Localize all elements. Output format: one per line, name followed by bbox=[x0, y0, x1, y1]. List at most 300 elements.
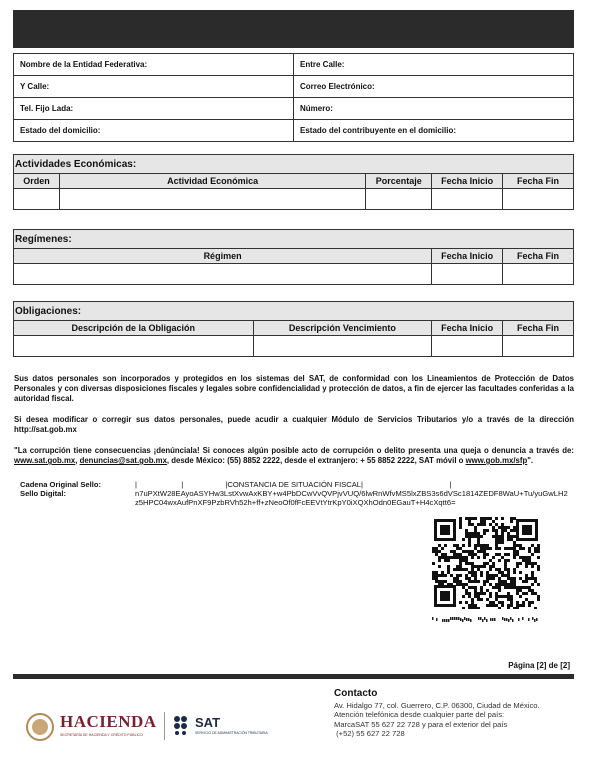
qr-module bbox=[531, 592, 534, 595]
qr-module bbox=[507, 532, 510, 535]
qr-module bbox=[480, 520, 483, 523]
qr-module bbox=[528, 556, 531, 559]
qr-module bbox=[486, 589, 489, 592]
qr-module bbox=[483, 556, 486, 559]
qr-module bbox=[438, 580, 441, 583]
link-sfp[interactable]: www.gob.mx/sfp bbox=[465, 456, 528, 465]
qr-module bbox=[435, 547, 438, 550]
qr-module bbox=[489, 559, 492, 562]
qr-module bbox=[444, 559, 447, 562]
qr-module bbox=[432, 550, 435, 553]
contacto-block bbox=[334, 688, 584, 739]
qr-code bbox=[432, 517, 540, 609]
caption-mark bbox=[528, 618, 530, 621]
qr-module bbox=[516, 565, 519, 568]
qr-module bbox=[477, 541, 480, 544]
qr-module bbox=[474, 604, 477, 607]
qr-module bbox=[486, 517, 489, 520]
qr-module bbox=[435, 550, 438, 553]
qr-module bbox=[498, 580, 501, 583]
qr-module bbox=[474, 607, 477, 609]
field-entidad: Nombre de la Entidad Federativa: bbox=[14, 54, 294, 76]
caption-mark bbox=[532, 617, 534, 620]
qr-module bbox=[477, 538, 480, 541]
contacto-line: Av. Hidalgo 77, col. Guerrero, C.P. 06300, Ciudad de México. bbox=[334, 701, 540, 710]
qr-module bbox=[447, 559, 450, 562]
qr-module bbox=[510, 538, 513, 541]
qr-module bbox=[489, 547, 492, 550]
sat-wordmark: SAT bbox=[195, 715, 221, 730]
qr-module bbox=[504, 586, 507, 589]
qr-module bbox=[513, 550, 516, 553]
qr-module bbox=[468, 562, 471, 565]
qr-module bbox=[534, 562, 537, 565]
corruption-paragraph bbox=[14, 446, 574, 466]
qr-module bbox=[474, 517, 477, 520]
qr-module bbox=[519, 589, 522, 592]
qr-module bbox=[495, 544, 498, 547]
qr-module bbox=[531, 553, 534, 556]
col-regimen: Régimen bbox=[14, 249, 432, 264]
qr-module bbox=[474, 526, 477, 529]
qr-module bbox=[471, 601, 474, 604]
qr-module bbox=[453, 556, 456, 559]
qr-module bbox=[447, 556, 450, 559]
col-actividad: Actividad Económica bbox=[59, 174, 365, 189]
actividades-table bbox=[13, 154, 574, 210]
qr-module bbox=[501, 517, 504, 520]
qr-module bbox=[465, 517, 468, 520]
qr-module bbox=[504, 547, 507, 550]
caption-mark bbox=[522, 617, 524, 620]
qr-module bbox=[498, 568, 501, 571]
qr-module bbox=[441, 574, 444, 577]
contacto-line: MarcaSAT 55 627 22 728 y para el exterior del país bbox=[334, 719, 508, 729]
qr-module bbox=[486, 604, 489, 607]
address-table bbox=[13, 53, 574, 142]
qr-module bbox=[477, 550, 480, 553]
qr-module bbox=[495, 532, 498, 535]
qr-module bbox=[492, 562, 495, 565]
qr-module bbox=[459, 520, 462, 523]
qr-module bbox=[465, 568, 468, 571]
qr-module bbox=[480, 574, 483, 577]
qr-module bbox=[471, 580, 474, 583]
qr-module bbox=[513, 556, 516, 559]
qr-module bbox=[510, 547, 513, 550]
qr-module bbox=[489, 601, 492, 604]
qr-module bbox=[459, 553, 462, 556]
qr-module bbox=[483, 547, 486, 550]
qr-module bbox=[468, 595, 471, 598]
qr-module bbox=[516, 544, 519, 547]
qr-module bbox=[498, 553, 501, 556]
qr-module bbox=[474, 565, 477, 568]
qr-module bbox=[519, 562, 522, 565]
qr-module bbox=[477, 568, 480, 571]
qr-module bbox=[519, 604, 522, 607]
caption-mark bbox=[486, 619, 488, 622]
qr-module bbox=[501, 580, 504, 583]
col-vencimiento: Descripción Vencimiento bbox=[253, 321, 432, 336]
qr-module bbox=[474, 553, 477, 556]
qr-module bbox=[534, 607, 537, 609]
cadena-value: | | |CONSTANCIA DE SITUACIÓN FISCAL| | bbox=[135, 480, 452, 489]
qr-module bbox=[465, 535, 468, 538]
qr-module bbox=[483, 532, 486, 535]
qr-module bbox=[474, 529, 477, 532]
qr-module bbox=[498, 586, 501, 589]
qr-module bbox=[498, 526, 501, 529]
qr-module bbox=[453, 553, 456, 556]
caption-mark bbox=[518, 618, 520, 621]
qr-module bbox=[477, 523, 480, 526]
qr-module bbox=[462, 550, 465, 553]
qr-module bbox=[471, 607, 474, 609]
qr-module bbox=[519, 577, 522, 580]
qr-module bbox=[525, 562, 528, 565]
qr-module bbox=[498, 538, 501, 541]
qr-module bbox=[459, 574, 462, 577]
qr-module bbox=[501, 541, 504, 544]
qr-module bbox=[474, 580, 477, 583]
qr-module bbox=[498, 535, 501, 538]
qr-module bbox=[471, 517, 474, 520]
qr-module bbox=[516, 604, 519, 607]
qr-module bbox=[438, 556, 441, 559]
qr-module bbox=[510, 604, 513, 607]
qr-module bbox=[462, 556, 465, 559]
cadena-label: Cadena Original Sello: bbox=[20, 480, 102, 489]
col-orden: Orden bbox=[14, 174, 60, 189]
qr-module bbox=[462, 595, 465, 598]
qr-module bbox=[468, 544, 471, 547]
caption-mark bbox=[444, 619, 446, 622]
qr-module bbox=[495, 547, 498, 550]
qr-module bbox=[480, 544, 483, 547]
caption-mark bbox=[446, 619, 448, 622]
qr-module bbox=[438, 565, 441, 568]
qr-module bbox=[510, 601, 513, 604]
qr-module bbox=[489, 604, 492, 607]
privacy-paragraph: Sus datos personales son incorporados y protegidos en los sistemas del SAT, de conformidad con los Lineamientos de Protección de Datos Personales y con diversas disposiciones fiscales y legales sobre confidencialidad y protección de datos, a fin de ejercer las facultades conferidas a la autoridad fiscal. bbox=[14, 374, 574, 403]
qr-module bbox=[474, 589, 477, 592]
qr-module bbox=[483, 580, 486, 583]
qr-module bbox=[465, 532, 468, 535]
qr-module bbox=[495, 529, 498, 532]
qr-module bbox=[456, 565, 459, 568]
qr-module bbox=[447, 565, 450, 568]
qr-module bbox=[480, 586, 483, 589]
caption-mark bbox=[480, 617, 482, 620]
qr-module bbox=[486, 529, 489, 532]
qr-module bbox=[441, 580, 444, 583]
qr-module bbox=[468, 571, 471, 574]
qr-module bbox=[480, 565, 483, 568]
caption-mark bbox=[534, 619, 536, 622]
qr-module bbox=[495, 595, 498, 598]
qr-module bbox=[501, 583, 504, 586]
qr-module bbox=[501, 535, 504, 538]
link-denuncias[interactable]: denuncias@sat.gob.mx bbox=[79, 456, 167, 465]
qr-module bbox=[537, 565, 540, 568]
qr-module bbox=[522, 592, 525, 595]
hacienda-wordmark: HACIENDA bbox=[60, 712, 157, 731]
qr-module bbox=[468, 520, 471, 523]
col-porcentaje: Porcentaje bbox=[366, 174, 432, 189]
qr-module bbox=[462, 607, 465, 609]
caption-mark bbox=[454, 617, 456, 620]
qr-module bbox=[456, 577, 459, 580]
qr-module bbox=[471, 556, 474, 559]
qr-module bbox=[477, 595, 480, 598]
header-bar bbox=[13, 10, 574, 48]
qr-module bbox=[480, 523, 483, 526]
qr-module bbox=[507, 574, 510, 577]
qr-module bbox=[441, 571, 444, 574]
qr-module bbox=[474, 571, 477, 574]
qr-module bbox=[516, 586, 519, 589]
qr-module bbox=[462, 559, 465, 562]
caption-mark bbox=[506, 618, 508, 621]
qr-module bbox=[504, 529, 507, 532]
qr-module bbox=[477, 565, 480, 568]
caption-mark bbox=[448, 619, 450, 622]
qr-module bbox=[495, 574, 498, 577]
qr-module bbox=[507, 559, 510, 562]
qr-module bbox=[435, 553, 438, 556]
qr-module bbox=[507, 526, 510, 529]
qr-module bbox=[501, 601, 504, 604]
qr-module bbox=[537, 583, 540, 586]
qr-module bbox=[507, 592, 510, 595]
qr-module bbox=[501, 523, 504, 526]
qr-module bbox=[471, 535, 474, 538]
qr-module bbox=[471, 550, 474, 553]
qr-module bbox=[501, 571, 504, 574]
qr-module bbox=[504, 526, 507, 529]
qr-module bbox=[432, 577, 435, 580]
qr-module bbox=[480, 589, 483, 592]
caption-mark bbox=[504, 618, 506, 621]
qr-caption-barcode bbox=[432, 616, 540, 624]
qr-module bbox=[486, 553, 489, 556]
qr-module bbox=[477, 607, 480, 609]
caption-mark bbox=[512, 619, 514, 622]
qr-module bbox=[504, 574, 507, 577]
qr-module bbox=[501, 538, 504, 541]
qr-module bbox=[525, 577, 528, 580]
qr-module bbox=[438, 559, 441, 562]
qr-module bbox=[507, 547, 510, 550]
qr-module bbox=[510, 520, 513, 523]
col-fecha-fin: Fecha Fin bbox=[503, 174, 574, 189]
qr-module bbox=[528, 589, 531, 592]
page-number: Página [2] de [2] bbox=[508, 661, 570, 670]
footer-bar bbox=[13, 674, 574, 679]
caption-mark bbox=[502, 617, 504, 620]
qr-module bbox=[522, 559, 525, 562]
caption-mark bbox=[468, 618, 470, 621]
qr-module bbox=[444, 544, 447, 547]
qr-module bbox=[519, 556, 522, 559]
qr-module bbox=[495, 598, 498, 601]
qr-module bbox=[513, 571, 516, 574]
qr-module bbox=[495, 604, 498, 607]
qr-module bbox=[453, 544, 456, 547]
qr-module bbox=[495, 523, 498, 526]
qr-module bbox=[471, 604, 474, 607]
qr-module bbox=[501, 532, 504, 535]
qr-module bbox=[507, 571, 510, 574]
qr-module bbox=[450, 556, 453, 559]
qr-module bbox=[486, 574, 489, 577]
qr-module bbox=[465, 601, 468, 604]
qr-module bbox=[462, 568, 465, 571]
qr-module bbox=[495, 586, 498, 589]
contacto-line: Atención telefónica desde cualquier parte del país: bbox=[334, 710, 505, 720]
qr-module bbox=[459, 559, 462, 562]
qr-module bbox=[474, 547, 477, 550]
qr-module bbox=[507, 607, 510, 609]
qr-module bbox=[474, 595, 477, 598]
qr-module bbox=[528, 559, 531, 562]
regimenes-table bbox=[13, 229, 574, 285]
qr-module bbox=[468, 535, 471, 538]
qr-module bbox=[471, 562, 474, 565]
caption-mark bbox=[466, 618, 468, 621]
actividades-title: Actividades Económicas: bbox=[14, 155, 574, 174]
field-entre-calle: Entre Calle: bbox=[294, 54, 574, 76]
qr-module bbox=[498, 601, 501, 604]
qr-module bbox=[516, 592, 519, 595]
qr-module bbox=[474, 574, 477, 577]
qr-module bbox=[489, 565, 492, 568]
qr-module bbox=[456, 580, 459, 583]
qr-module bbox=[465, 562, 468, 565]
qr-module bbox=[498, 595, 501, 598]
qr-module bbox=[531, 571, 534, 574]
caption-mark bbox=[508, 619, 510, 622]
caption-mark bbox=[458, 617, 460, 620]
qr-module bbox=[438, 544, 441, 547]
qr-module bbox=[432, 562, 435, 565]
qr-module bbox=[444, 556, 447, 559]
qr-module bbox=[480, 535, 483, 538]
qr-module bbox=[510, 598, 513, 601]
qr-module bbox=[456, 583, 459, 586]
qr-module bbox=[513, 541, 516, 544]
qr-module bbox=[480, 547, 483, 550]
qr-module bbox=[468, 532, 471, 535]
qr-module bbox=[468, 553, 471, 556]
qr-module bbox=[435, 571, 438, 574]
qr-module bbox=[528, 547, 531, 550]
qr-module bbox=[498, 577, 501, 580]
qr-module bbox=[489, 583, 492, 586]
qr-module bbox=[444, 580, 447, 583]
contacto-line: (+52) 55 627 22 728 bbox=[334, 729, 405, 739]
qr-module bbox=[504, 583, 507, 586]
qr-module bbox=[471, 571, 474, 574]
qr-module bbox=[489, 595, 492, 598]
qr-module bbox=[492, 604, 495, 607]
qr-module bbox=[537, 550, 540, 553]
qr-module bbox=[471, 574, 474, 577]
link-sat[interactable]: www.sat.gob.mx bbox=[14, 456, 76, 465]
obligaciones-title: Obligaciones: bbox=[14, 302, 574, 321]
qr-module bbox=[504, 565, 507, 568]
qr-module bbox=[444, 574, 447, 577]
qr-module bbox=[477, 544, 480, 547]
qr-module bbox=[480, 592, 483, 595]
qr-module bbox=[513, 526, 516, 529]
qr-module bbox=[495, 553, 498, 556]
qr-module bbox=[504, 559, 507, 562]
qr-module bbox=[528, 562, 531, 565]
qr-module bbox=[501, 529, 504, 532]
qr-module bbox=[507, 535, 510, 538]
qr-module bbox=[468, 523, 471, 526]
qr-module bbox=[483, 517, 486, 520]
qr-module bbox=[537, 547, 540, 550]
qr-module bbox=[462, 544, 465, 547]
qr-module bbox=[501, 574, 504, 577]
qr-module bbox=[501, 526, 504, 529]
qr-module bbox=[513, 553, 516, 556]
qr-module bbox=[483, 544, 486, 547]
qr-module bbox=[492, 574, 495, 577]
qr-module bbox=[519, 595, 522, 598]
caption-mark bbox=[460, 618, 462, 621]
qr-module bbox=[534, 592, 537, 595]
qr-module bbox=[474, 544, 477, 547]
col-fecha-inicio: Fecha Inicio bbox=[432, 174, 503, 189]
qr-module bbox=[528, 601, 531, 604]
qr-module bbox=[525, 574, 528, 577]
field-y-calle: Y Calle: bbox=[14, 76, 294, 98]
qr-module bbox=[516, 589, 519, 592]
qr-module bbox=[459, 526, 462, 529]
qr-module bbox=[471, 553, 474, 556]
qr-module bbox=[471, 568, 474, 571]
qr-module bbox=[531, 583, 534, 586]
qr-module bbox=[516, 601, 519, 604]
qr-module bbox=[468, 538, 471, 541]
qr-module bbox=[510, 580, 513, 583]
qr-module bbox=[465, 559, 468, 562]
qr-module bbox=[495, 583, 498, 586]
qr-module bbox=[459, 565, 462, 568]
sat-logo bbox=[173, 712, 268, 742]
corruption-text-c: ". bbox=[527, 456, 534, 465]
regimenes-title: Regímenes: bbox=[14, 230, 574, 249]
field-correo: Correo Electrónico: bbox=[294, 76, 574, 98]
qr-module bbox=[525, 565, 528, 568]
qr-module bbox=[507, 604, 510, 607]
qr-module bbox=[513, 517, 516, 520]
qr-module bbox=[483, 523, 486, 526]
qr-module bbox=[531, 562, 534, 565]
caption-mark bbox=[492, 618, 494, 621]
caption-mark bbox=[484, 617, 486, 620]
qr-module bbox=[498, 559, 501, 562]
qr-module bbox=[525, 592, 528, 595]
qr-module bbox=[471, 565, 474, 568]
qr-module bbox=[474, 586, 477, 589]
qr-module bbox=[522, 586, 525, 589]
caption-mark bbox=[494, 618, 496, 621]
